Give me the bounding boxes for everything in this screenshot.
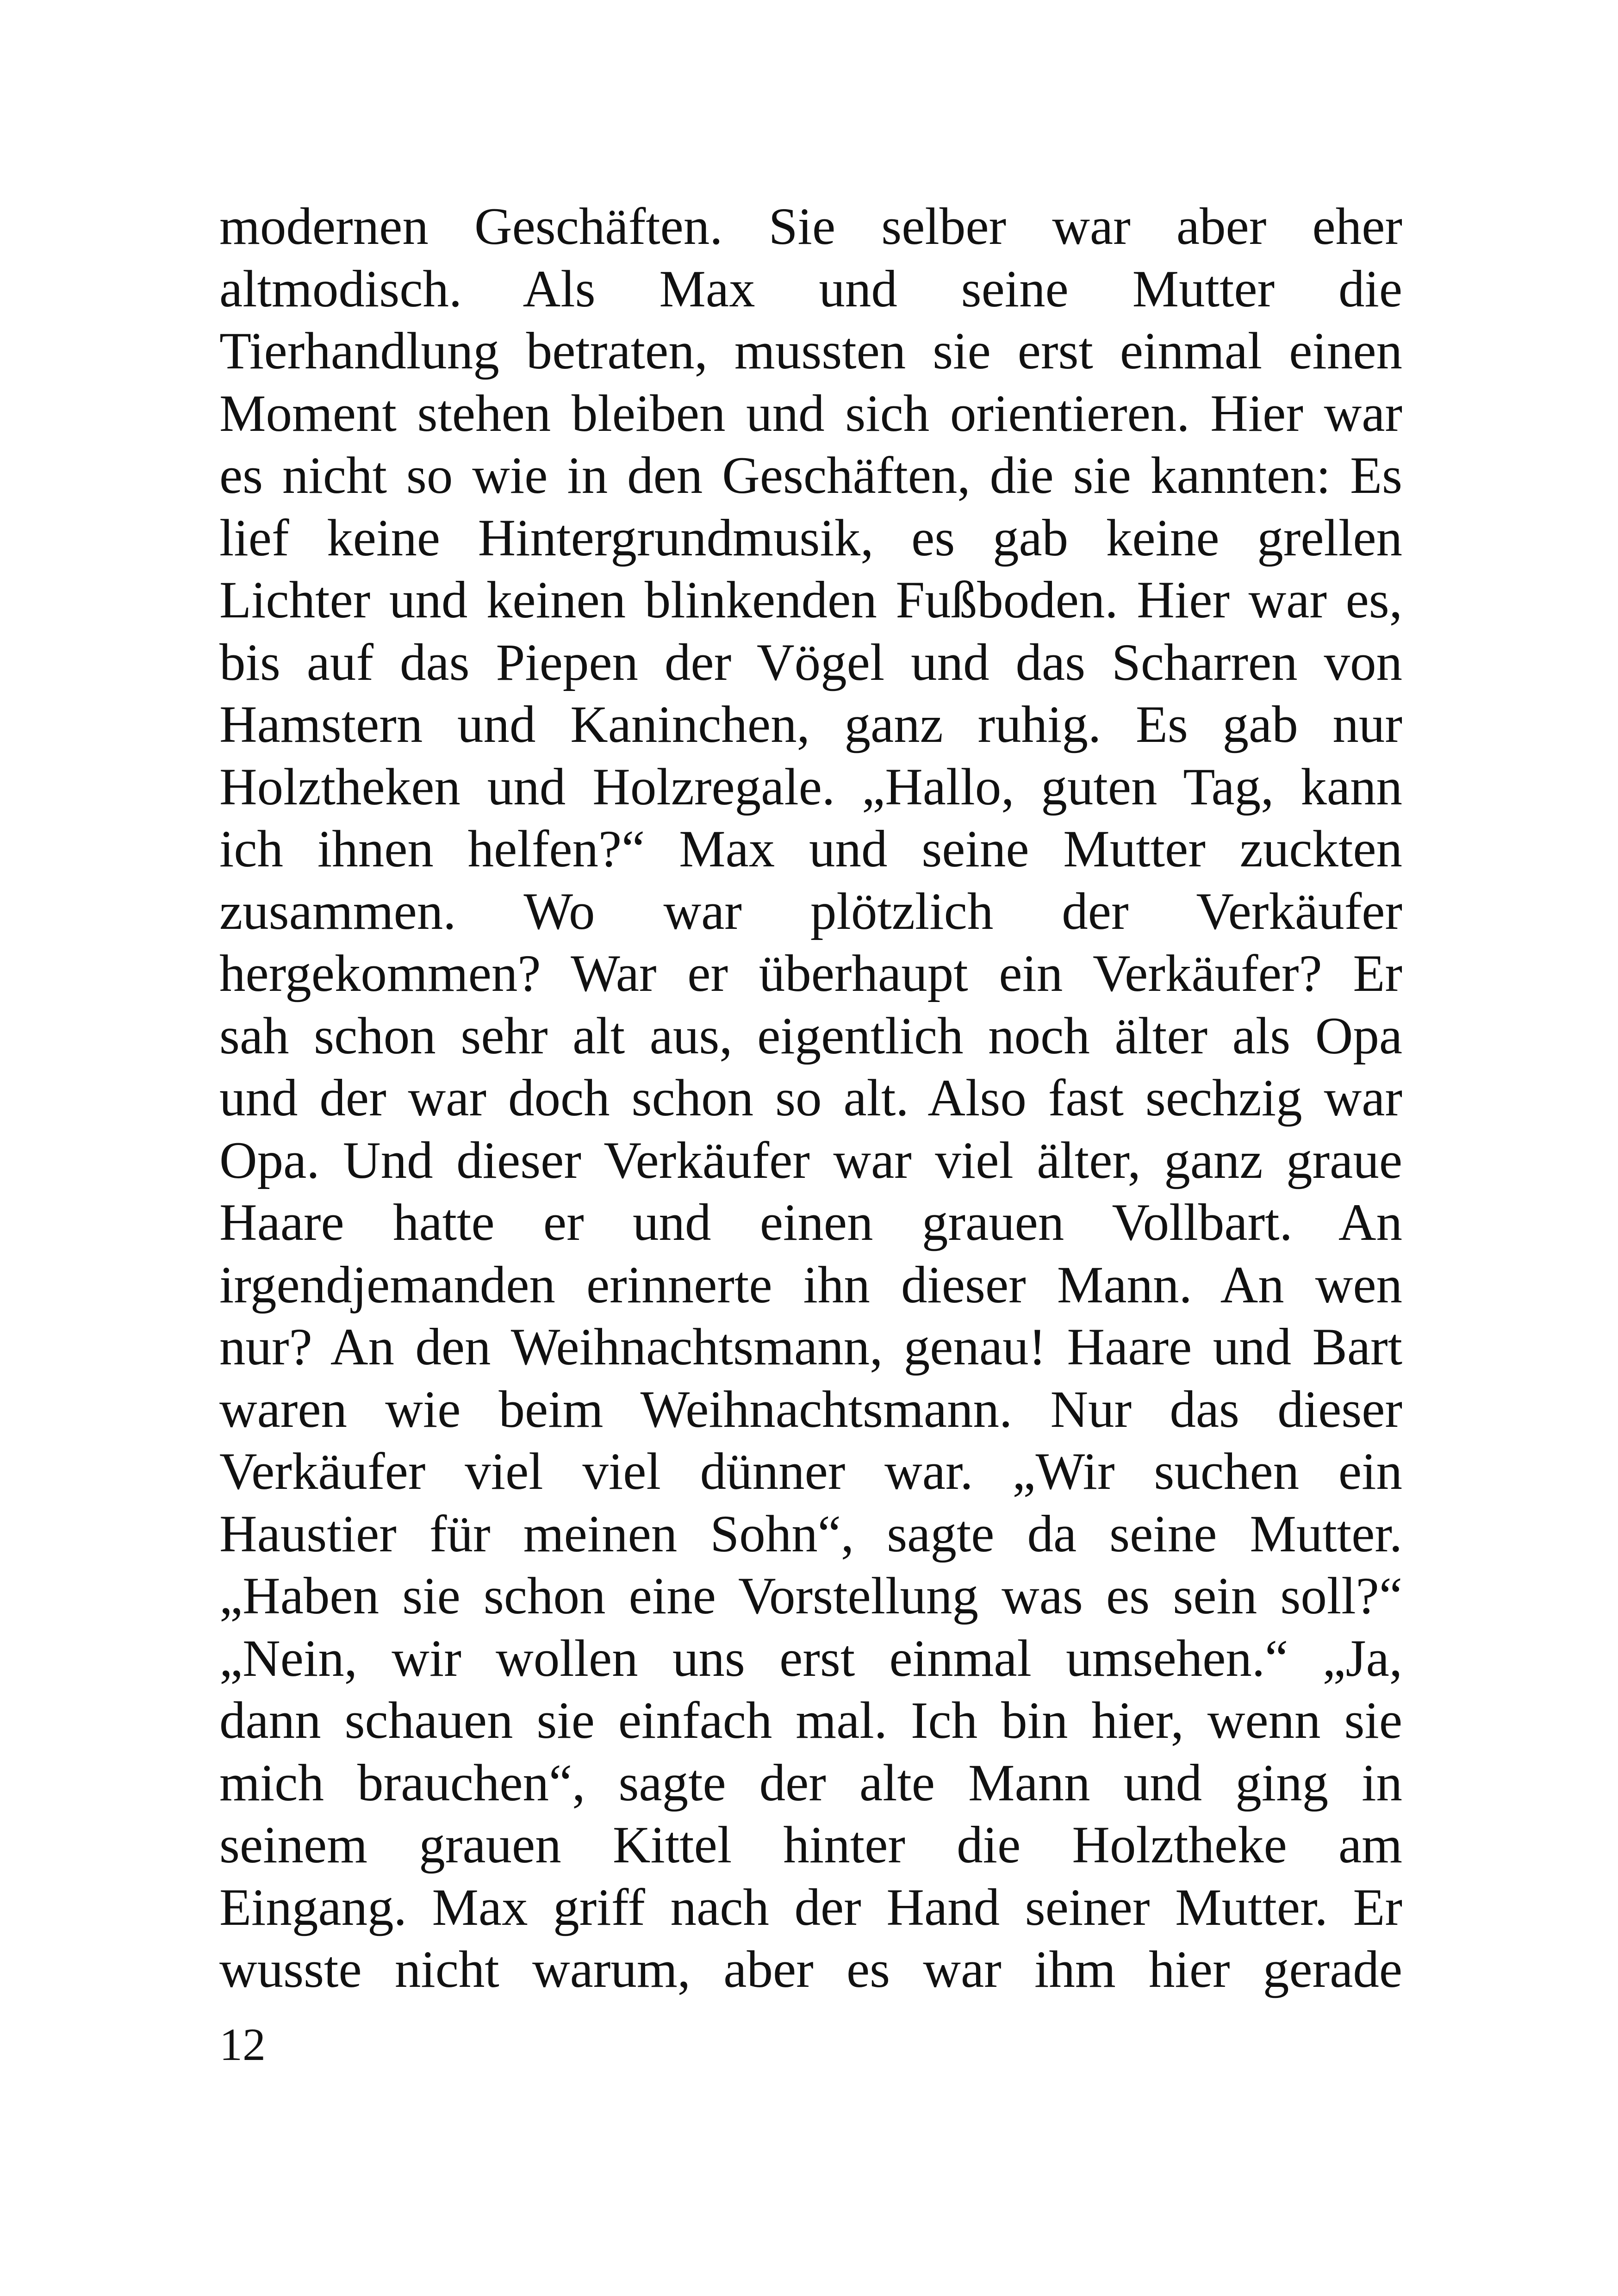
text-line: „Haben sie schon eine Vorstellung was es sein soll?“: [219, 1567, 1402, 1625]
text-line: waren wie beim Weihnachtsmann. Nur das dieser: [219, 1380, 1402, 1438]
text-line: Haustier für meinen Sohn“, sagte da seine Mutter.: [219, 1505, 1402, 1563]
text-line: nur? An den Weihnachtsmann, genau! Haare und Bart: [219, 1318, 1402, 1376]
page-number: 12: [219, 2019, 266, 2070]
text-line: lief keine Hintergrundmusik, es gab keine grellen: [219, 509, 1402, 567]
text-line: altmodisch. Als Max und seine Mutter die: [219, 260, 1402, 318]
text-line: Verkäufer viel viel dünner war. „Wir suchen ein: [219, 1443, 1402, 1500]
text-line: Haare hatte er und einen grauen Vollbart. An: [219, 1194, 1402, 1251]
text-line: sah schon sehr alt aus, eigentlich noch älter als Opa: [219, 1007, 1402, 1065]
text-line: Opa. Und dieser Verkäufer war viel älter, ganz graue: [219, 1131, 1402, 1189]
text-line: dann schauen sie einfach mal. Ich bin hier, wenn sie: [219, 1692, 1402, 1749]
text-line: mich brauchen“, sagte der alte Mann und ging in: [219, 1754, 1402, 1812]
text-line: modernen Geschäften. Sie selber war aber eher: [219, 198, 1402, 255]
text-line: Lichter und keinen blinkenden Fußboden. Hier war es,: [219, 571, 1402, 629]
text-line: bis auf das Piepen der Vögel und das Scharren von: [219, 633, 1402, 691]
text-line: Tierhandlung betraten, mussten sie erst einmal einen: [219, 322, 1402, 380]
text-line: hergekommen? War er überhaupt ein Verkäufer? Er: [219, 945, 1402, 1002]
text-line: es nicht so wie in den Geschäften, die sie kannten: Es: [219, 447, 1402, 504]
text-line: zusammen. Wo war plötzlich der Verkäufer: [219, 882, 1402, 940]
text-line: irgendjemanden erinnerte ihn dieser Mann. An wen: [219, 1256, 1402, 1314]
text-line: Hamstern und Kaninchen, ganz ruhig. Es gab nur: [219, 696, 1402, 753]
text-line: wusste nicht warum, aber es war ihm hier gerade: [219, 1941, 1402, 1998]
text-line: Eingang. Max griff nach der Hand seiner Mutter. Er: [219, 1878, 1402, 1936]
text-line: seinem grauen Kittel hinter die Holztheke am: [219, 1816, 1402, 1874]
text-line: „Nein, wir wollen uns erst einmal umsehen.“ „Ja,: [219, 1629, 1402, 1687]
text-line: Moment stehen bleiben und sich orientieren. Hier war: [219, 384, 1402, 442]
text-line: Holztheken und Holzregale. „Hallo, guten Tag, kann: [219, 758, 1402, 816]
text-line: und der war doch schon so alt. Also fast sechzig war: [219, 1069, 1402, 1127]
text-line: ich ihnen helfen?“ Max und seine Mutter zuckten: [219, 820, 1402, 878]
body-paragraph: [219, 196, 1402, 2001]
